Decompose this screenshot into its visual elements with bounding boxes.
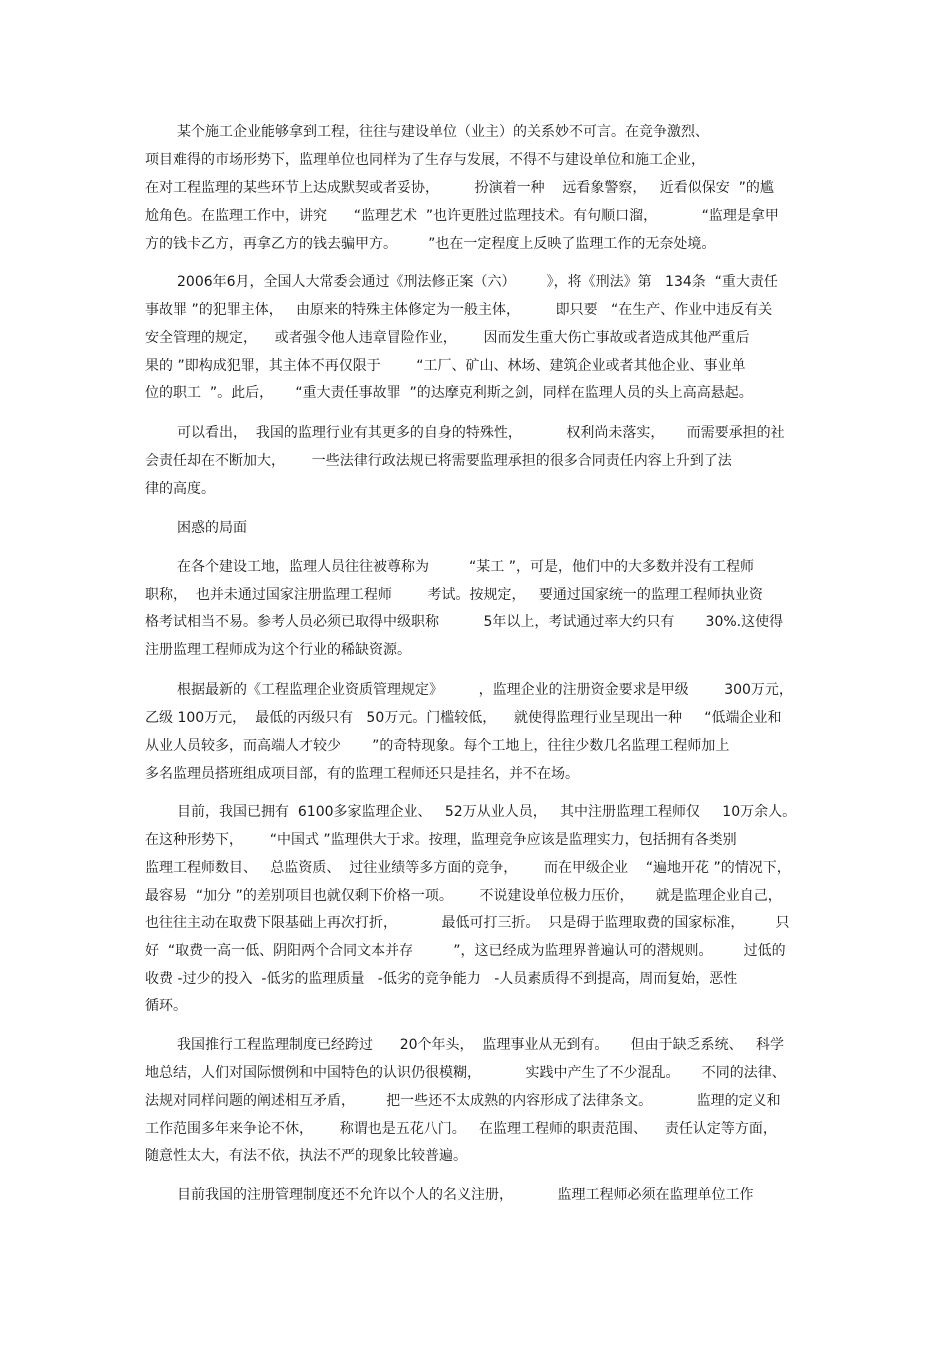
paragraph-9-line-1: 目前我国的注册管理制度还不允许以个人的名义注册， 监理工程师必须在监理单位工作 [177, 1187, 754, 1203]
paragraph-2-line-4: 果的 ”即构成犯罪，其主体不再仅限于 “工厂、矿山、林场、建筑企业或者其他企业、事业单 [145, 358, 746, 374]
paragraph-7-line-3: 监理工程师数目、 总监资质、 过往业绩等多方面的竞争， 而在甲级企业 “遍地开花 ”的情况下， [145, 860, 791, 876]
paragraph-2-line-2: 事故罪 ”的犯罪主体， 由原来的特殊主体修定为一般主体， 即只要 “在生产、作业中违反有关 [145, 302, 773, 318]
paragraph-2-line-3: 安全管理的规定， 或者强令他人违章冒险作业， 因而发生重大伤亡事故或者造成其他严重后 [145, 330, 750, 346]
paragraph-8-line-2: 地总结，人们对国际惯例和中国特色的认识仍很模糊， 实践中产生了不少混乱。 不同的法律、 [145, 1065, 786, 1081]
paragraph-7-line-5: 也往往主动在取费下限基础上再次打折， 最低可打三折。 只是碍于监理取费的国家标准， 只 [145, 915, 790, 931]
paragraph-6-line-1: 根据最新的《工程监理企业资质管理规定》 ，监理企业的注册资金要求是甲级 300万元， [177, 682, 793, 698]
paragraph-8-line-5: 随意性太大，有法不依，执法不严的现象比较普遍。 [145, 1148, 467, 1164]
paragraph-7-line-6: 好 “取费一高一低、阴阳两个合同文本并存 ”，这已经成为监理界普遍认可的潜规则。 过低的 [145, 943, 786, 959]
paragraph-5-line-4: 注册监理工程师成为这个行业的稀缺资源。 [145, 642, 411, 658]
paragraph-1-line-4: 尬角色。在监理工作中，讲究 “监理艺术 ”也许更胜过监理技术。有句顺口溜， “监理是拿甲 [145, 208, 779, 224]
paragraph-5-line-3: 格考试相当不易。参考人员必须已取得中级职称 5年以上，考试通过率大约只有 30%.这使得 [145, 614, 784, 630]
paragraph-7-line-8: 循环。 [145, 998, 187, 1014]
paragraph-6-line-4: 多名监理员搭班组成项目部，有的监理工程师还只是挂名，并不在场。 [145, 766, 579, 782]
paragraph-2-line-5: 位的职工 ”。此后， “重大责任事故罪 ”的达摩克利斯之剑，同样在监理人员的头上高高悬起。 [145, 385, 753, 401]
paragraph-8-line-4: 工作范围多年来争论不休， 称谓也是五花八门。 在监理工程师的职责范围、 责任认定等方面， [145, 1121, 777, 1137]
paragraph-5-line-1: 在各个建设工地，监理人员往往被尊称为 “某工 ”，可是，他们中的大多数并没有工程师 [177, 559, 755, 575]
paragraph-6-line-3: 从业人员较多，而高端人才较少 ”的奇特现象。每个工地上，往往少数几名监理工程师加上 [145, 738, 730, 754]
paragraph-6-line-2: 乙级 100万元， 最低的丙级只有 50万元。门槛较低， 就使得监理行业呈现出一种 “低端企业和 [145, 710, 782, 726]
paragraph-3-line-1: 可以看出， 我国的监理行业有其更多的自身的特殊性， 权利尚未落实， 而需要承担的社 [177, 425, 785, 441]
paragraph-1-line-2: 项目难得的市场形势下，监理单位也同样为了生存与发展，不得不与建设单位和施工企业， [145, 152, 705, 168]
paragraph-3-line-3: 律的高度。 [145, 481, 215, 497]
paragraph-7-line-2: 在这种形势下， “中国式 ”监理供大于求。按理，监理竞争应该是监理实力，包括拥有各类别 [145, 832, 737, 848]
paragraph-5-line-2: 职称， 也并未通过国家注册监理工程师 考试。按规定， 要通过国家统一的监理工程师执业资 [145, 587, 763, 603]
section-heading: 困惑的局面 [177, 520, 247, 536]
paragraph-1-line-1: 某个施工企业能够拿到工程，往往与建设单位（业主）的关系妙不可言。在竞争激烈、 [177, 124, 709, 140]
paragraph-2-line-1: 2006年6月，全国人大常委会通过《刑法修正案（六） 》，将《刑法》第 134条 “重大责任 [177, 274, 778, 290]
paragraph-8-line-3: 法规对同样问题的阐述相互矛盾， 把一些还不太成熟的内容形成了法律条文。 监理的定义和 [145, 1093, 781, 1109]
paragraph-1-line-5: 方的钱卡乙方，再拿乙方的钱去骗甲方。 ”也在一定程度上反映了监理工作的无奈处境。 [145, 236, 716, 252]
paragraph-7-line-7: 收费 -过少的投入 -低劣的监理质量 -低劣的竞争能力 -人员素质得不到提高，周而复始，恶性 [145, 971, 738, 987]
paragraph-1-line-3: 在对工程监理的某些环节上达成默契或者妥协， 扮演着一种 远看象警察， 近看似保安 ”的尴 [145, 180, 774, 196]
paragraph-3-line-2: 会责任却在不断加大， 一些法律行政法规已将需要监理承担的很多合同责任内容上升到了法 [145, 453, 732, 469]
paragraph-8-line-1: 我国推行工程监理制度已经跨过 20个年头， 监理事业从无到有。 但由于缺乏系统、 科学 [177, 1037, 785, 1053]
paragraph-7-line-1: 目前，我国已拥有 6100多家监理企业、 52万从业人员， 其中注册监理工程师仅 10万余人。 [177, 804, 797, 820]
paragraph-7-line-4: 最容易 “加分 ”的差别项目也就仅剩下价格一项。 不说建设单位极力压价， 就是监理企业自己， [145, 888, 782, 904]
